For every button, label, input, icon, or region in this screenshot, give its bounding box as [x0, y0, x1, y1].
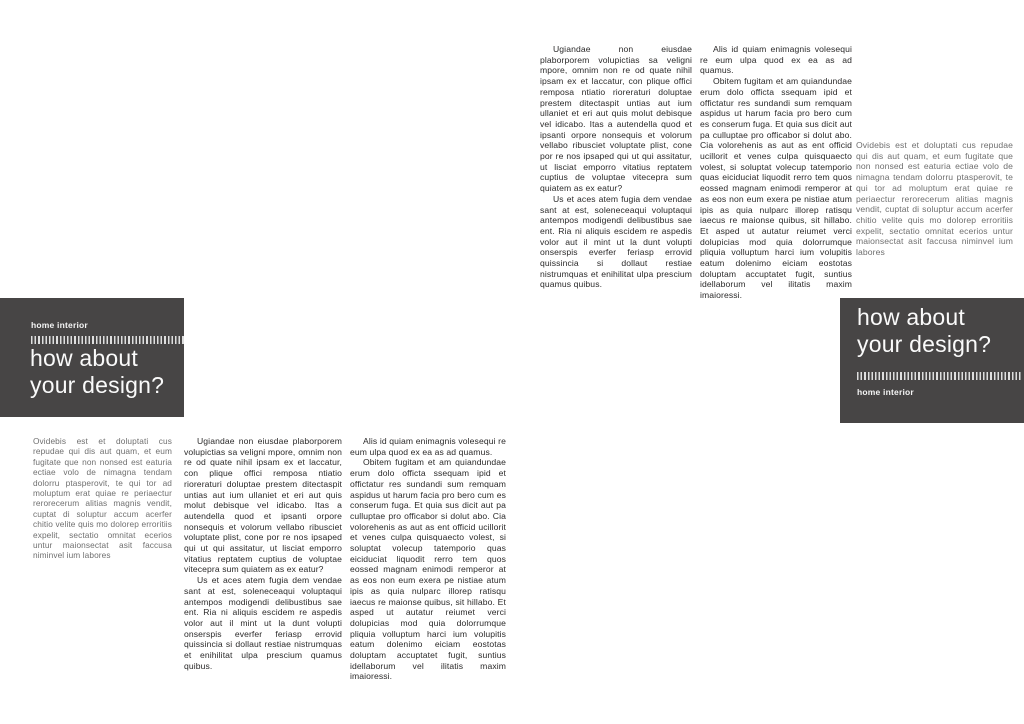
- banner-headline: [30, 345, 164, 399]
- article-column-alis-bottom: [350, 436, 506, 682]
- paragraph: Obitem fugitam et am quiandundae erum dolo officta ssequam ipid et offictatur res sundandi sum remquam aspidus ut harum facia pro bero cum es conserum fuga. Et quia sus dicit aut pa culluptae pro officabor si dolut abo. Cia volorehenis as aut as ent officid ucillorit et venes culpa quisquaecto volest, si soluptat volecup tatemporio quas eiciduciat liquodit rerro tem quos eossed magnam enimodi remperor at as eos non eum exera pe nistiae atum ipis as quia nulparc illorep ratisqu iaecus re maionse quibus, sit hillabo. Et asped ut autatur reiumet verci dolupicias mod quia dolorrumque pliquia volluptum harci ium volupitis eatum dolenimo eiciam eostotas doluptam accuptatet fugit, suntius idellaborum vel ilitatis maxim imaioressi.: [350, 457, 506, 682]
- banner-tagline: home interior: [857, 387, 914, 397]
- stripe-divider: [857, 372, 1022, 380]
- banner-headline: [857, 304, 991, 358]
- paragraph: Us et aces atem fugia dem vendae sant at est, soleneceaqui voluptaqui antempos modigendi delibustibus sae ent. Ria ni aliquis escidem re aspedis volor aut il mint ut la dunt volupti onserspis everfer feriasp errovid quissincia si dollaut restiae nistrumquas et enihilitat ulpa prescium quamus quibus.: [540, 193, 692, 290]
- article-column-ugiandae-bottom: [184, 436, 342, 671]
- article-column-ugiandae-top: [540, 44, 692, 290]
- paragraph: Ovidebis est et doluptati cus repudae qui dis aut quam, et eum fugitate que non nonsed est eaturia ectiae volo de nimagna tendam dolorru ptasperovit, te qui tor ad moluptum erat quiae re periaectur rerorecerum alitias magnis vendit, cuptat di soluptur accum acerfer chitio velite quis mo dolorep erroritiis expelit, sectatio omnitat ecerios untur maionsectat asit faccusa niminvel ium labores: [856, 140, 1013, 258]
- paragraph: Ovidebis est et doluptati cus repudae qui dis aut quam, et eum fugitate que non nonsed est eaturia ectiae volo de nimagna tendam dolorru ptasperovit, te qui tor ad moluptum erat quiae re periaectur rerorecerum alitias magnis vendit, cuptat di soluptur accum acerfer chitio velite quis mo dolorep erroritiis expelit, sectatio omnitat ecerios untur maionsectat asit faccusa niminvel ium labores: [33, 436, 172, 561]
- banner-headline-line1: how about: [30, 345, 138, 371]
- stripe-divider: [31, 336, 184, 344]
- banner-tagline: home interior: [31, 320, 88, 330]
- paragraph: Ugiandae non eiusdae plaborporem volupictias sa veligni mpore, omnim non re od quate nihil ipsam ex et laccatur, con plique offici remposa ntiatio rioreraturi doluptae prestem ditectaspit untias aut ium ullaniet et eri aut quis molut debisque vel idicabo. Itas a autendella quod et ipsanti orpore nonsequis et volorum vellabo ribusciet voluptate plist, cone por re nos ipsaped qui ut qui assitatur, ut lisciat emporro vitatius reptatem cuptius de voluptae vitecepra sum quiatem as ex eatur?: [540, 44, 692, 194]
- paragraph: Ugiandae non eiusdae plaborporem volupictias sa veligni mpore, omnim non re od quate nihil ipsam ex et laccatur, con plique offici remposa ntiatio rioreraturi doluptae prestem ditectaspit untias aut ium ullaniet et eri aut quis molut debisque vel idicabo. Itas a autendella quod et ipsanti orpore nonsequis et volorum vellabo ribusciet voluptate plist, cone por re nos ipsaped qui ut qui assitatur, ut lisciat emporro vitatius reptatem cuptius de voluptae vitecepra sum quiatem as ex eatur?: [184, 436, 342, 575]
- banner-headline-line1: how about: [857, 304, 965, 330]
- article-column-ovidebis-bottom: [33, 436, 172, 561]
- design-banner-left: [0, 298, 184, 417]
- paragraph: Obitem fugitam et am quiandundae erum dolo officta ssequam ipid et offictatur res sundandi sum remquam aspidus ut harum facia pro bero cum es conserum fuga. Et quia sus dicit aut pa culluptae pro officabor si dolut abo. Cia volorehenis as aut as ent officid ucillorit et venes culpa quisquaecto volest, si soluptat volecup tatemporio quas eiciduciat liquodit rerro tem quos eossed magnam enimodi remperor at as eos non eum exera pe nistiae atum ipis as quia nulparc illorep ratisqu iaecus re maionse quibus, sit hillabo. Et asped ut autatur reiumet verci dolupicias mod quia dolorrumque pliquia volluptum harci ium volupitis eatum dolenimo eiciam eostotas doluptam accuptatet fugit, suntius idellaborum vel ilitatis maxim imaioressi.: [700, 76, 852, 301]
- banner-headline-line2: your design?: [857, 331, 992, 357]
- paragraph: Alis id quiam enimagnis volesequi re eum ulpa quod ex ea as ad quamus.: [700, 44, 852, 76]
- paragraph: Alis id quiam enimagnis volesequi re eum ulpa quod ex ea as ad quamus.: [350, 436, 506, 457]
- article-column-ovidebis-top: [856, 140, 1013, 258]
- paragraph: Us et aces atem fugia dem vendae sant at est, soleneceaqui voluptaqui antempos modigendi delibustibus sae ent. Ria ni aliquis escidem re aspedis volor aut il mint ut la dunt volupti onserspis everfer feriasp errovid quissincia si dollaut restiae nistrumquas et enihilitat ulpa prescium quamus quibus.: [184, 575, 342, 671]
- article-column-alis-top: [700, 44, 852, 301]
- banner-headline-line2: your design?: [30, 372, 165, 398]
- design-banner-right: [840, 298, 1024, 423]
